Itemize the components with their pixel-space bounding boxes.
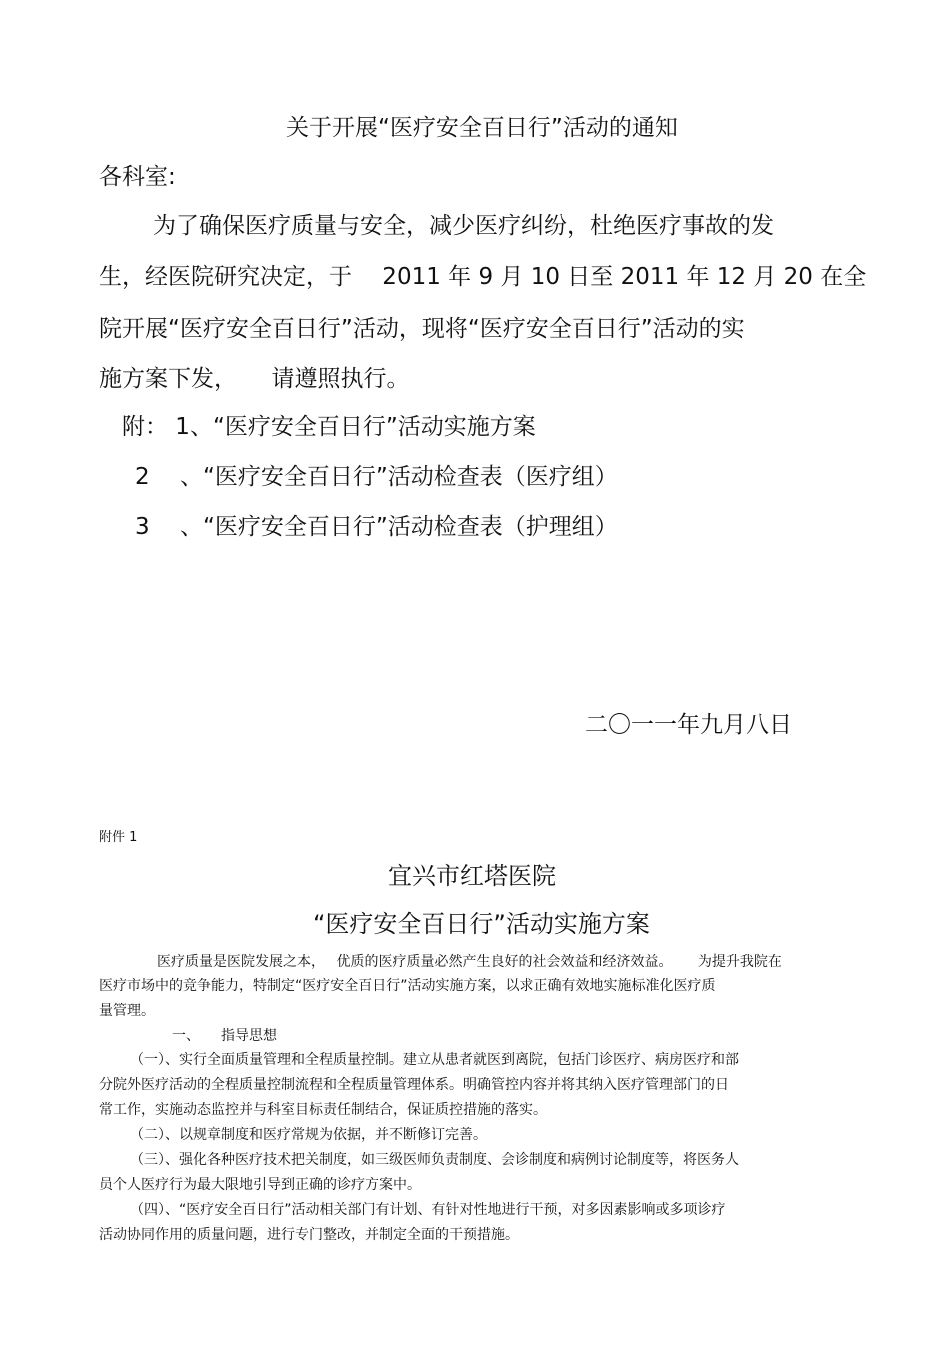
attachment-line: 附： 1、“医疗安全百日行”活动实施方案	[122, 414, 536, 440]
body-line: 生，经医院研究决定，于 2011 年 9 月 10 日至 2011 年 12 月 20 在全	[99, 264, 867, 290]
item-line: （二）、以规章制度和医疗常规为依据，并不断修订完善。	[130, 1127, 487, 1143]
item-line: （三）、强化各种医疗技术把关制度，如三级医师负责制度、会诊制度和病例讨论制度等，将医务人	[130, 1152, 739, 1168]
attachment-line: 2 、“医疗安全百日行”活动检查表（医疗组）	[135, 464, 618, 490]
item-line: 分院外医疗活动的全程质量控制流程和全程质量管理体系。明确管控内容并将其纳入医疗管理部门的日	[99, 1077, 729, 1093]
intro-line: 医疗质量是医院发展之本， 优质的医疗质量必然产生良好的社会效益和经济效益。 为提升我院在	[157, 954, 782, 970]
plan-title: “医疗安全百日行”活动实施方案	[313, 910, 650, 938]
item-line: （四）、“医疗安全百日行”活动相关部门有计划、有针对性地进行干预，对多因素影响或多项诊疗	[130, 1202, 726, 1218]
item-line: 员个人医疗行为最大限地引导到正确的诊疗方案中。	[99, 1177, 421, 1193]
body-line: 为了确保医疗质量与安全，减少医疗纠纷，杜绝医疗事故的发	[153, 213, 774, 239]
hospital-name: 宜兴市红塔医院	[388, 862, 556, 890]
intro-line: 医疗市场中的竞争能力，特制定“医疗安全百日行”活动实施方案，以求正确有效地实施标准化医疗质	[99, 978, 716, 994]
body-line: 施方案下发， 请遵照执行。	[99, 366, 410, 392]
notice-date: 二〇一一年九月八日	[585, 712, 792, 738]
body-line: 院开展“医疗安全百日行”活动，现将“医疗安全百日行”活动的实	[99, 316, 745, 342]
section-heading: 一、 指导思想	[172, 1028, 277, 1044]
item-line: 活动协同作用的质量问题，进行专门整改，并制定全面的干预措施。	[99, 1227, 519, 1243]
salutation: 各科室:	[99, 164, 176, 190]
attachment-line: 3 、“医疗安全百日行”活动检查表（护理组）	[135, 514, 618, 540]
attachment-label: 附件 1	[99, 830, 138, 845]
item-line: 常工作，实施动态监控并与科室目标责任制结合，保证质控措施的落实。	[99, 1102, 547, 1118]
intro-line: 量管理。	[99, 1003, 155, 1019]
notice-title: 关于开展“医疗安全百日行”活动的通知	[286, 115, 678, 141]
item-line: （一）、实行全面质量管理和全程质量控制。建立从患者就医到离院，包括门诊医疗、病房医疗和部	[130, 1052, 739, 1068]
